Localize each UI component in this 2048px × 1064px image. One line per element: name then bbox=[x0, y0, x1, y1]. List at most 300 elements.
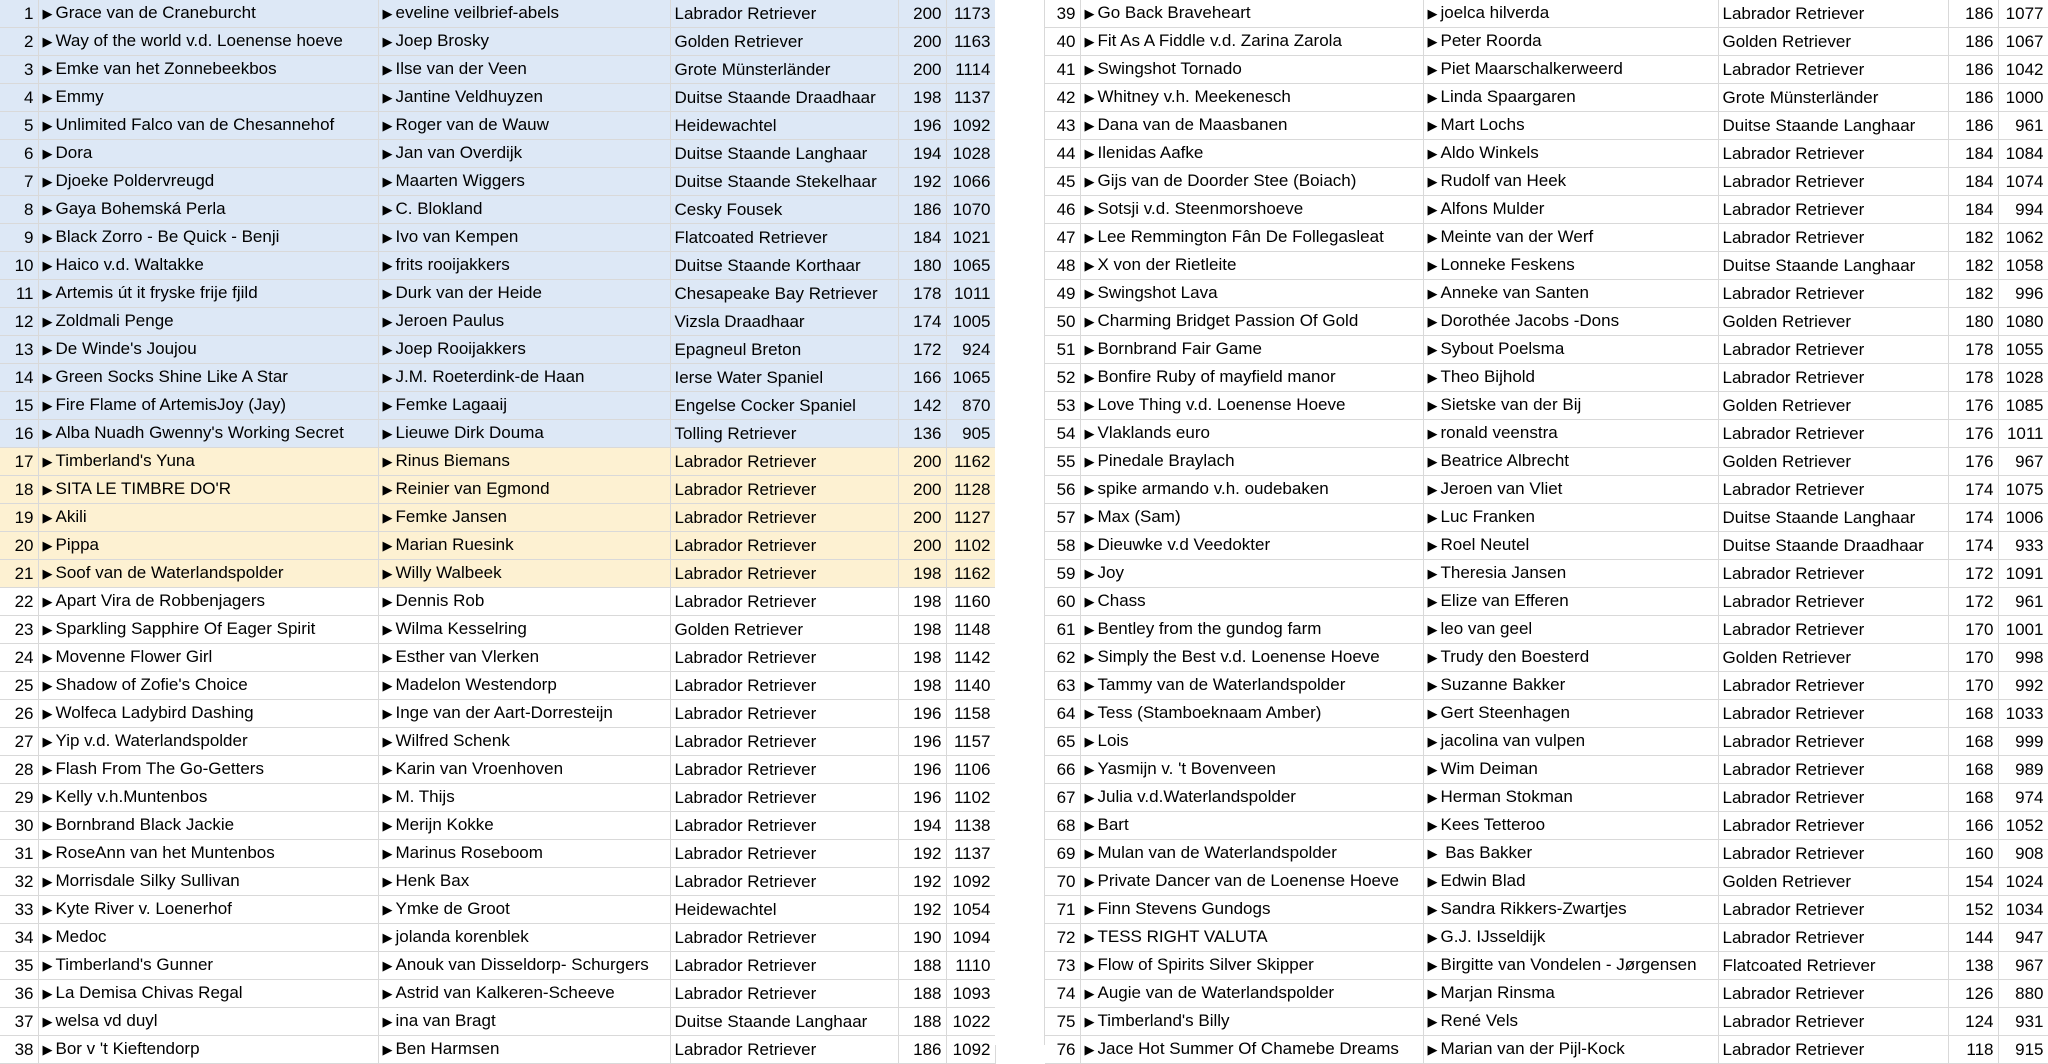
dog-name-cell[interactable] bbox=[38, 784, 378, 812]
total-cell[interactable] bbox=[946, 588, 995, 616]
total-cell[interactable] bbox=[946, 1036, 995, 1064]
rank-cell[interactable] bbox=[0, 952, 38, 980]
handler-cell[interactable] bbox=[378, 700, 670, 728]
total-cell[interactable] bbox=[1998, 728, 2048, 756]
breed-cell[interactable] bbox=[670, 364, 898, 392]
handler-cell[interactable] bbox=[378, 112, 670, 140]
score-cell[interactable] bbox=[898, 672, 946, 700]
score-cell[interactable] bbox=[1948, 196, 1998, 224]
handler-cell[interactable] bbox=[378, 420, 670, 448]
rank-cell[interactable] bbox=[0, 616, 38, 644]
breed-cell[interactable] bbox=[670, 616, 898, 644]
total-cell[interactable] bbox=[946, 532, 995, 560]
handler-cell[interactable] bbox=[1423, 168, 1718, 196]
score-cell[interactable] bbox=[898, 532, 946, 560]
total-cell[interactable] bbox=[946, 812, 995, 840]
total-cell[interactable] bbox=[946, 784, 995, 812]
total-cell[interactable] bbox=[946, 980, 995, 1008]
total-cell[interactable] bbox=[946, 644, 995, 672]
breed-cell[interactable] bbox=[1718, 196, 1948, 224]
score-cell[interactable] bbox=[1948, 364, 1998, 392]
breed-cell[interactable] bbox=[1718, 56, 1948, 84]
rank-cell[interactable] bbox=[1045, 392, 1080, 420]
dog-name-cell[interactable] bbox=[38, 392, 378, 420]
breed-cell[interactable] bbox=[1718, 896, 1948, 924]
breed-cell[interactable] bbox=[1718, 504, 1948, 532]
dog-name-cell[interactable] bbox=[38, 644, 378, 672]
dog-name-cell[interactable] bbox=[1080, 924, 1423, 952]
dog-name-cell[interactable] bbox=[38, 448, 378, 476]
total-cell[interactable] bbox=[946, 28, 995, 56]
rank-cell[interactable] bbox=[0, 308, 38, 336]
rank-cell[interactable] bbox=[1045, 952, 1080, 980]
handler-cell[interactable] bbox=[1423, 448, 1718, 476]
rank-cell[interactable] bbox=[0, 840, 38, 868]
rank-cell[interactable] bbox=[1045, 84, 1080, 112]
dog-name-cell[interactable] bbox=[38, 196, 378, 224]
dog-name-cell[interactable] bbox=[1080, 224, 1423, 252]
breed-cell[interactable] bbox=[1718, 1008, 1948, 1036]
breed-cell[interactable] bbox=[670, 728, 898, 756]
total-cell[interactable] bbox=[1998, 1008, 2048, 1036]
rank-cell[interactable] bbox=[1045, 700, 1080, 728]
breed-cell[interactable] bbox=[670, 168, 898, 196]
rank-cell[interactable] bbox=[1045, 420, 1080, 448]
rank-cell[interactable] bbox=[1045, 112, 1080, 140]
handler-cell[interactable] bbox=[378, 840, 670, 868]
score-cell[interactable] bbox=[1948, 588, 1998, 616]
breed-cell[interactable] bbox=[670, 560, 898, 588]
dog-name-cell[interactable] bbox=[1080, 168, 1423, 196]
score-cell[interactable] bbox=[898, 392, 946, 420]
dog-name-cell[interactable] bbox=[1080, 868, 1423, 896]
handler-cell[interactable] bbox=[1423, 924, 1718, 952]
handler-cell[interactable] bbox=[378, 140, 670, 168]
dog-name-cell[interactable] bbox=[38, 560, 378, 588]
score-cell[interactable] bbox=[1948, 840, 1998, 868]
rank-cell[interactable] bbox=[0, 336, 38, 364]
rank-cell[interactable] bbox=[1045, 308, 1080, 336]
rank-cell[interactable] bbox=[1045, 924, 1080, 952]
rank-cell[interactable] bbox=[1045, 644, 1080, 672]
score-cell[interactable] bbox=[898, 952, 946, 980]
total-cell[interactable] bbox=[1998, 784, 2048, 812]
score-cell[interactable] bbox=[898, 924, 946, 952]
score-cell[interactable] bbox=[898, 868, 946, 896]
total-cell[interactable] bbox=[946, 0, 995, 28]
score-cell[interactable] bbox=[898, 140, 946, 168]
rank-cell[interactable] bbox=[0, 644, 38, 672]
dog-name-cell[interactable] bbox=[38, 532, 378, 560]
total-cell[interactable] bbox=[1998, 308, 2048, 336]
breed-cell[interactable] bbox=[670, 532, 898, 560]
total-cell[interactable] bbox=[1998, 1036, 2048, 1064]
breed-cell[interactable] bbox=[1718, 924, 1948, 952]
score-cell[interactable] bbox=[1948, 952, 1998, 980]
dog-name-cell[interactable] bbox=[38, 84, 378, 112]
breed-cell[interactable] bbox=[1718, 784, 1948, 812]
dog-name-cell[interactable] bbox=[38, 756, 378, 784]
total-cell[interactable] bbox=[1998, 476, 2048, 504]
dog-name-cell[interactable] bbox=[1080, 504, 1423, 532]
total-cell[interactable] bbox=[946, 252, 995, 280]
rank-cell[interactable] bbox=[1045, 0, 1080, 28]
breed-cell[interactable] bbox=[1718, 672, 1948, 700]
rank-cell[interactable] bbox=[1045, 868, 1080, 896]
handler-cell[interactable] bbox=[1423, 644, 1718, 672]
total-cell[interactable] bbox=[1998, 812, 2048, 840]
total-cell[interactable] bbox=[946, 420, 995, 448]
total-cell[interactable] bbox=[1998, 896, 2048, 924]
rank-cell[interactable] bbox=[0, 784, 38, 812]
dog-name-cell[interactable] bbox=[1080, 532, 1423, 560]
handler-cell[interactable] bbox=[1423, 224, 1718, 252]
handler-cell[interactable] bbox=[378, 280, 670, 308]
breed-cell[interactable] bbox=[1718, 588, 1948, 616]
rank-cell[interactable] bbox=[0, 28, 38, 56]
handler-cell[interactable] bbox=[1423, 308, 1718, 336]
breed-cell[interactable] bbox=[670, 392, 898, 420]
total-cell[interactable] bbox=[1998, 420, 2048, 448]
total-cell[interactable] bbox=[946, 196, 995, 224]
breed-cell[interactable] bbox=[670, 56, 898, 84]
handler-cell[interactable] bbox=[378, 196, 670, 224]
breed-cell[interactable] bbox=[670, 672, 898, 700]
handler-cell[interactable] bbox=[1423, 616, 1718, 644]
total-cell[interactable] bbox=[1998, 840, 2048, 868]
handler-cell[interactable] bbox=[1423, 952, 1718, 980]
score-cell[interactable] bbox=[898, 504, 946, 532]
handler-cell[interactable] bbox=[378, 868, 670, 896]
breed-cell[interactable] bbox=[670, 0, 898, 28]
score-cell[interactable] bbox=[1948, 644, 1998, 672]
total-cell[interactable] bbox=[1998, 616, 2048, 644]
breed-cell[interactable] bbox=[670, 28, 898, 56]
handler-cell[interactable] bbox=[1423, 756, 1718, 784]
handler-cell[interactable] bbox=[378, 728, 670, 756]
breed-cell[interactable] bbox=[1718, 952, 1948, 980]
handler-cell[interactable] bbox=[378, 980, 670, 1008]
breed-cell[interactable] bbox=[670, 784, 898, 812]
dog-name-cell[interactable] bbox=[38, 224, 378, 252]
dog-name-cell[interactable] bbox=[38, 308, 378, 336]
score-cell[interactable] bbox=[1948, 700, 1998, 728]
score-cell[interactable] bbox=[1948, 84, 1998, 112]
score-cell[interactable] bbox=[898, 308, 946, 336]
rank-cell[interactable] bbox=[1045, 784, 1080, 812]
rank-cell[interactable] bbox=[0, 56, 38, 84]
handler-cell[interactable] bbox=[1423, 1036, 1718, 1064]
handler-cell[interactable] bbox=[378, 924, 670, 952]
breed-cell[interactable] bbox=[670, 140, 898, 168]
handler-cell[interactable] bbox=[1423, 896, 1718, 924]
breed-cell[interactable] bbox=[1718, 812, 1948, 840]
dog-name-cell[interactable] bbox=[38, 0, 378, 28]
dog-name-cell[interactable] bbox=[1080, 448, 1423, 476]
handler-cell[interactable] bbox=[1423, 588, 1718, 616]
score-cell[interactable] bbox=[898, 252, 946, 280]
score-cell[interactable] bbox=[1948, 476, 1998, 504]
total-cell[interactable] bbox=[946, 392, 995, 420]
handler-cell[interactable] bbox=[1423, 336, 1718, 364]
total-cell[interactable] bbox=[946, 224, 995, 252]
rank-cell[interactable] bbox=[0, 392, 38, 420]
rank-cell[interactable] bbox=[1045, 196, 1080, 224]
breed-cell[interactable] bbox=[1718, 644, 1948, 672]
dog-name-cell[interactable] bbox=[1080, 784, 1423, 812]
handler-cell[interactable] bbox=[378, 0, 670, 28]
rank-cell[interactable] bbox=[0, 1036, 38, 1064]
dog-name-cell[interactable] bbox=[1080, 952, 1423, 980]
handler-cell[interactable] bbox=[1423, 868, 1718, 896]
dog-name-cell[interactable] bbox=[1080, 252, 1423, 280]
dog-name-cell[interactable] bbox=[38, 280, 378, 308]
handler-cell[interactable] bbox=[378, 56, 670, 84]
dog-name-cell[interactable] bbox=[38, 364, 378, 392]
score-cell[interactable] bbox=[1948, 924, 1998, 952]
handler-cell[interactable] bbox=[378, 476, 670, 504]
breed-cell[interactable] bbox=[1718, 1036, 1948, 1064]
rank-cell[interactable] bbox=[1045, 504, 1080, 532]
handler-cell[interactable] bbox=[378, 588, 670, 616]
rank-cell[interactable] bbox=[1045, 168, 1080, 196]
dog-name-cell[interactable] bbox=[38, 56, 378, 84]
score-cell[interactable] bbox=[898, 560, 946, 588]
score-cell[interactable] bbox=[898, 700, 946, 728]
breed-cell[interactable] bbox=[1718, 840, 1948, 868]
rank-cell[interactable] bbox=[0, 112, 38, 140]
dog-name-cell[interactable] bbox=[38, 840, 378, 868]
dog-name-cell[interactable] bbox=[1080, 84, 1423, 112]
score-cell[interactable] bbox=[1948, 168, 1998, 196]
rank-cell[interactable] bbox=[1045, 896, 1080, 924]
rank-cell[interactable] bbox=[1045, 28, 1080, 56]
total-cell[interactable] bbox=[946, 56, 995, 84]
score-cell[interactable] bbox=[1948, 868, 1998, 896]
handler-cell[interactable] bbox=[378, 644, 670, 672]
dog-name-cell[interactable] bbox=[1080, 308, 1423, 336]
total-cell[interactable] bbox=[1998, 196, 2048, 224]
total-cell[interactable] bbox=[946, 308, 995, 336]
rank-cell[interactable] bbox=[0, 420, 38, 448]
handler-cell[interactable] bbox=[1423, 364, 1718, 392]
score-cell[interactable] bbox=[1948, 812, 1998, 840]
score-cell[interactable] bbox=[898, 448, 946, 476]
rank-cell[interactable] bbox=[1045, 252, 1080, 280]
total-cell[interactable] bbox=[1998, 112, 2048, 140]
breed-cell[interactable] bbox=[670, 420, 898, 448]
dog-name-cell[interactable] bbox=[38, 868, 378, 896]
dog-name-cell[interactable] bbox=[1080, 28, 1423, 56]
handler-cell[interactable] bbox=[1423, 1008, 1718, 1036]
breed-cell[interactable] bbox=[1718, 168, 1948, 196]
dog-name-cell[interactable] bbox=[1080, 560, 1423, 588]
dog-name-cell[interactable] bbox=[1080, 812, 1423, 840]
total-cell[interactable] bbox=[1998, 868, 2048, 896]
score-cell[interactable] bbox=[898, 588, 946, 616]
breed-cell[interactable] bbox=[1718, 868, 1948, 896]
breed-cell[interactable] bbox=[1718, 364, 1948, 392]
rank-cell[interactable] bbox=[0, 560, 38, 588]
rank-cell[interactable] bbox=[1045, 56, 1080, 84]
rank-cell[interactable] bbox=[1045, 1008, 1080, 1036]
rank-cell[interactable] bbox=[0, 448, 38, 476]
dog-name-cell[interactable] bbox=[38, 616, 378, 644]
breed-cell[interactable] bbox=[670, 336, 898, 364]
handler-cell[interactable] bbox=[1423, 476, 1718, 504]
rank-cell[interactable] bbox=[0, 0, 38, 28]
score-cell[interactable] bbox=[1948, 0, 1998, 28]
score-cell[interactable] bbox=[1948, 756, 1998, 784]
score-cell[interactable] bbox=[898, 112, 946, 140]
rank-cell[interactable] bbox=[1045, 1036, 1080, 1064]
total-cell[interactable] bbox=[1998, 924, 2048, 952]
dog-name-cell[interactable] bbox=[38, 112, 378, 140]
handler-cell[interactable] bbox=[378, 672, 670, 700]
handler-cell[interactable] bbox=[1423, 672, 1718, 700]
rank-cell[interactable] bbox=[0, 84, 38, 112]
score-cell[interactable] bbox=[1948, 224, 1998, 252]
handler-cell[interactable] bbox=[378, 336, 670, 364]
total-cell[interactable] bbox=[1998, 28, 2048, 56]
score-cell[interactable] bbox=[898, 364, 946, 392]
rank-cell[interactable] bbox=[0, 532, 38, 560]
breed-cell[interactable] bbox=[670, 1036, 898, 1064]
total-cell[interactable] bbox=[946, 1008, 995, 1036]
rank-cell[interactable] bbox=[0, 140, 38, 168]
rank-cell[interactable] bbox=[1045, 672, 1080, 700]
dog-name-cell[interactable] bbox=[1080, 336, 1423, 364]
breed-cell[interactable] bbox=[1718, 112, 1948, 140]
rank-cell[interactable] bbox=[0, 868, 38, 896]
score-cell[interactable] bbox=[1948, 28, 1998, 56]
breed-cell[interactable] bbox=[670, 952, 898, 980]
breed-cell[interactable] bbox=[1718, 140, 1948, 168]
score-cell[interactable] bbox=[898, 168, 946, 196]
dog-name-cell[interactable] bbox=[38, 728, 378, 756]
dog-name-cell[interactable] bbox=[1080, 756, 1423, 784]
dog-name-cell[interactable] bbox=[1080, 644, 1423, 672]
total-cell[interactable] bbox=[946, 840, 995, 868]
rank-cell[interactable] bbox=[0, 588, 38, 616]
dog-name-cell[interactable] bbox=[38, 980, 378, 1008]
score-cell[interactable] bbox=[1948, 532, 1998, 560]
total-cell[interactable] bbox=[1998, 532, 2048, 560]
handler-cell[interactable] bbox=[1423, 812, 1718, 840]
handler-cell[interactable] bbox=[378, 756, 670, 784]
score-cell[interactable] bbox=[898, 336, 946, 364]
rank-cell[interactable] bbox=[0, 812, 38, 840]
dog-name-cell[interactable] bbox=[1080, 672, 1423, 700]
rank-cell[interactable] bbox=[1045, 532, 1080, 560]
rank-cell[interactable] bbox=[0, 896, 38, 924]
rank-cell[interactable] bbox=[0, 980, 38, 1008]
breed-cell[interactable] bbox=[1718, 224, 1948, 252]
rank-cell[interactable] bbox=[0, 196, 38, 224]
score-cell[interactable] bbox=[898, 728, 946, 756]
rank-cell[interactable] bbox=[0, 756, 38, 784]
total-cell[interactable] bbox=[946, 140, 995, 168]
score-cell[interactable] bbox=[1948, 308, 1998, 336]
handler-cell[interactable] bbox=[378, 84, 670, 112]
score-cell[interactable] bbox=[1948, 112, 1998, 140]
rank-cell[interactable] bbox=[1045, 140, 1080, 168]
breed-cell[interactable] bbox=[1718, 728, 1948, 756]
total-cell[interactable] bbox=[946, 700, 995, 728]
breed-cell[interactable] bbox=[670, 224, 898, 252]
score-cell[interactable] bbox=[1948, 616, 1998, 644]
handler-cell[interactable] bbox=[1423, 560, 1718, 588]
score-cell[interactable] bbox=[898, 1008, 946, 1036]
breed-cell[interactable] bbox=[670, 644, 898, 672]
handler-cell[interactable] bbox=[1423, 196, 1718, 224]
breed-cell[interactable] bbox=[1718, 616, 1948, 644]
total-cell[interactable] bbox=[946, 364, 995, 392]
handler-cell[interactable] bbox=[1423, 728, 1718, 756]
handler-cell[interactable] bbox=[1423, 0, 1718, 28]
rank-cell[interactable] bbox=[0, 728, 38, 756]
dog-name-cell[interactable] bbox=[38, 252, 378, 280]
breed-cell[interactable] bbox=[670, 980, 898, 1008]
score-cell[interactable] bbox=[1948, 252, 1998, 280]
handler-cell[interactable] bbox=[378, 252, 670, 280]
dog-name-cell[interactable] bbox=[1080, 980, 1423, 1008]
rank-cell[interactable] bbox=[0, 672, 38, 700]
rank-cell[interactable] bbox=[1045, 812, 1080, 840]
score-cell[interactable] bbox=[1948, 448, 1998, 476]
dog-name-cell[interactable] bbox=[38, 812, 378, 840]
dog-name-cell[interactable] bbox=[1080, 280, 1423, 308]
handler-cell[interactable] bbox=[378, 616, 670, 644]
total-cell[interactable] bbox=[946, 476, 995, 504]
dog-name-cell[interactable] bbox=[1080, 196, 1423, 224]
rank-cell[interactable] bbox=[0, 224, 38, 252]
dog-name-cell[interactable] bbox=[1080, 896, 1423, 924]
handler-cell[interactable] bbox=[378, 1008, 670, 1036]
breed-cell[interactable] bbox=[670, 252, 898, 280]
score-cell[interactable] bbox=[898, 980, 946, 1008]
breed-cell[interactable] bbox=[1718, 308, 1948, 336]
breed-cell[interactable] bbox=[1718, 420, 1948, 448]
dog-name-cell[interactable] bbox=[1080, 616, 1423, 644]
breed-cell[interactable] bbox=[670, 280, 898, 308]
breed-cell[interactable] bbox=[1718, 448, 1948, 476]
dog-name-cell[interactable] bbox=[1080, 364, 1423, 392]
handler-cell[interactable] bbox=[378, 812, 670, 840]
breed-cell[interactable] bbox=[670, 756, 898, 784]
breed-cell[interactable] bbox=[1718, 280, 1948, 308]
breed-cell[interactable] bbox=[670, 112, 898, 140]
rank-cell[interactable] bbox=[1045, 476, 1080, 504]
dog-name-cell[interactable] bbox=[1080, 112, 1423, 140]
total-cell[interactable] bbox=[946, 616, 995, 644]
breed-cell[interactable] bbox=[670, 812, 898, 840]
breed-cell[interactable] bbox=[1718, 476, 1948, 504]
score-cell[interactable] bbox=[898, 28, 946, 56]
rank-cell[interactable] bbox=[1045, 280, 1080, 308]
handler-cell[interactable] bbox=[1423, 420, 1718, 448]
total-cell[interactable] bbox=[1998, 448, 2048, 476]
rank-cell[interactable] bbox=[1045, 756, 1080, 784]
dog-name-cell[interactable] bbox=[38, 476, 378, 504]
total-cell[interactable] bbox=[946, 868, 995, 896]
total-cell[interactable] bbox=[946, 952, 995, 980]
dog-name-cell[interactable] bbox=[1080, 588, 1423, 616]
total-cell[interactable] bbox=[946, 504, 995, 532]
rank-cell[interactable] bbox=[0, 168, 38, 196]
total-cell[interactable] bbox=[1998, 56, 2048, 84]
dog-name-cell[interactable] bbox=[38, 924, 378, 952]
